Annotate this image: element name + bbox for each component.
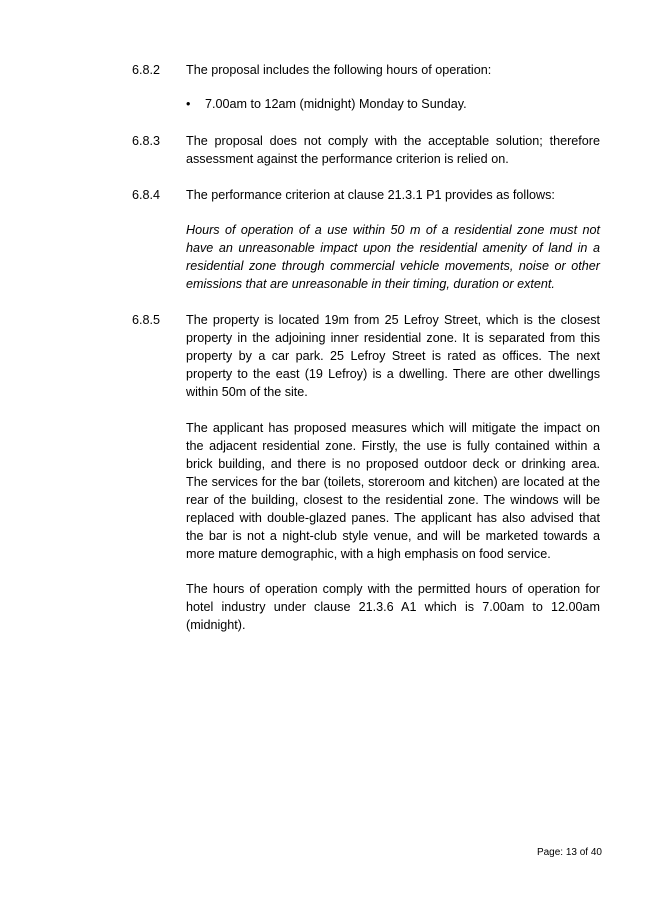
section-text-6-8-2: The proposal includes the following hours of operation: [186,63,492,77]
page-number: Page: 13 of 40 [536,847,602,858]
bullet-item [186,95,600,113]
section-text-6-8-4: The performance criterion at clause 21.3.1 P1 provides as follows: [186,188,555,202]
section-text-6-8-5-p1: The property is located 19m from 25 Lefroy Street, which is the closest property in the adjoining inner residential zone. It is separated from this property by a car park. 25 Lefroy Street is rated as offices. The next property to the east (19 Lefroy) is a dwelling. There are other dwellings within 50m of the site. [186,313,600,399]
section-text-6-8-5-p3: The hours of operation comply with the permitted hours of operation for hotel industry under clause 21.3.6 A1 which is 7.00am to 12.00am (midnight). [186,582,600,632]
performance-criterion-quote: Hours of operation of a use within 50 m of a residential zone must not have an unreasonable impact upon the residential amenity of land in a residential zone through commercial vehicle movements, noise or other emissions that are unreasonable in their timing, duration or extent. [186,223,600,291]
section-number-6-8-4: 6.8.4 [132,188,161,202]
bullet-text: 7.00am to 12am (midnight) Monday to Sunday. [205,97,467,111]
section-text-6-8-3: The proposal does not comply with the acceptable solution; therefore assessment against the performance criterion is relied on. [186,134,600,166]
bullet-icon: • [186,97,191,111]
section-text-6-8-5-p2: The applicant has proposed measures which will mitigate the impact on the adjacent residential zone. Firstly, the use is fully contained within a brick building, and there is no proposed outdoor deck or drinking area. The services for the bar (toilets, storeroom and kitchen) are located at the rear of the building, closest to the residential zone. The windows will be replaced with double-glazed panes. The applicant has also advised that the bar is not a night-club style venue, and will be marketed towards a more mature demographic, with a high emphasis on food service. [186,421,600,561]
section-number-6-8-2: 6.8.2 [132,63,161,77]
section-number-6-8-3: 6.8.3 [132,134,161,148]
section-number-6-8-5: 6.8.5 [132,313,161,327]
